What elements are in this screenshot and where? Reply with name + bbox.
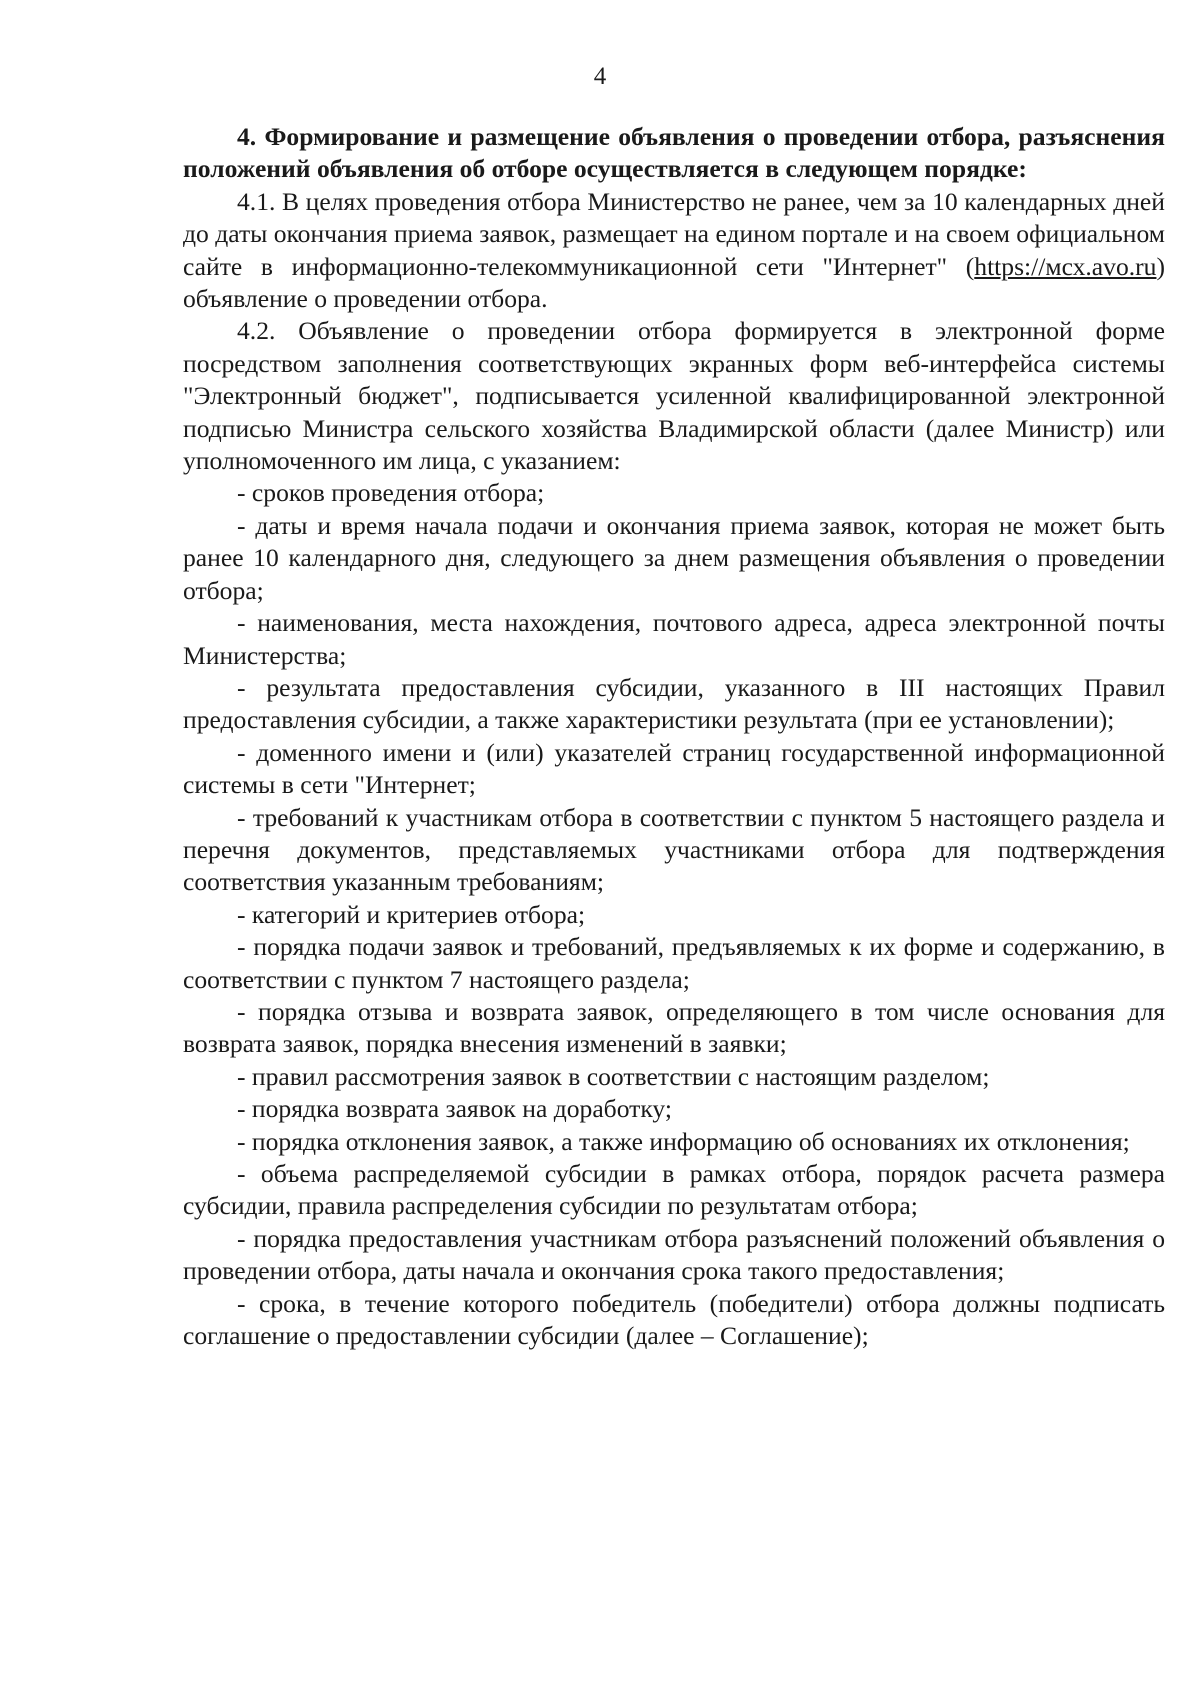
list-item: - сроков проведения отбора; <box>237 478 545 508</box>
list-item: - порядка отзыва и возврата заявок, определяющего в том числе основания для возврата заявок, порядка внесения изменений в заявки; <box>183 996 1165 1059</box>
paragraph-4-1-text-end: ) объявление о проведении отбора. <box>183 251 1165 314</box>
requirements-list <box>183 477 1165 1352</box>
section-heading: 4. Формирование и размещение объявления о проведении отбора, разъяснения положений объявления об отборе осуществляется в следующем порядке: <box>183 122 1165 184</box>
list-item: - требований к участникам отбора в соответствии с пунктом 5 настоящего раздела и перечня документов, представляемых участниками отбора для подтверждения соответствия указанным требованиям; <box>183 802 1165 897</box>
list-item: - категорий и критериев отбора; <box>237 899 586 929</box>
list-item: - срока, в течение которого победитель (победители) отбора должны подписать соглашение о предоставлении субсидии (далее – Соглашение); <box>183 1288 1165 1351</box>
list-item: - даты и время начала подачи и окончания приема заявок, которая не может быть ранее 10 календарного дня, следующего за днем размещения объявления о проведении отбора; <box>183 510 1165 605</box>
list-item: - доменного имени и (или) указателей страниц государственной информационной системы в сети "Интернет; <box>183 737 1165 800</box>
paragraph-4-1 <box>183 186 1165 316</box>
list-item: - результата предоставления субсидии, указанного в III настоящих Правил предоставления субсидии, а также характеристики результата (при ее установлении); <box>183 672 1165 735</box>
page-number: 4 <box>593 63 607 90</box>
list-item: - порядка предоставления участникам отбора разъяснений положений объявления о проведении отбора, даты начала и окончания срока такого предоставления; <box>183 1223 1165 1286</box>
list-item: - порядка возврата заявок на доработку; <box>237 1094 672 1124</box>
website-link[interactable]: https://мсх.avo.ru <box>974 251 1157 281</box>
paragraph-4-2: 4.2. Объявление о проведении отбора формируется в электронной форме посредством заполнения соответствующих экранных форм веб-интерфейса системы "Электронный бюджет", подписывается усиленной квалифицированной электронной подписью Министра сельского хозяйства Владимирской области (далее Министр) или уполномоченного им лица, с указанием: <box>183 316 1165 476</box>
list-item: - порядка подачи заявок и требований, предъявляемых к их форме и содержанию, в соответствии с пунктом 7 настоящего раздела; <box>183 932 1165 994</box>
list-item: - правил рассмотрения заявок в соответствии с настоящим разделом; <box>237 1061 990 1091</box>
list-item: - наименования, места нахождения, почтового адреса, адреса электронной почты Министерства; <box>183 608 1165 670</box>
list-item: - объема распределяемой субсидии в рамках отбора, порядок расчета размера субсидии, правила распределения субсидии по результатам отбора; <box>183 1159 1165 1221</box>
paragraph-4-1-text-start: 4.1. В целях проведения отбора Министерство не ранее, чем за 10 календарных дней до даты окончания приема заявок, размещает на едином портале и на своем официальном сайте в информационно-телекоммуникационной сети "Интернет" ( <box>183 186 1165 281</box>
list-item: - порядка отклонения заявок, а также информацию об основаниях их отклонения; <box>237 1126 1130 1156</box>
document-body <box>183 121 1165 1352</box>
